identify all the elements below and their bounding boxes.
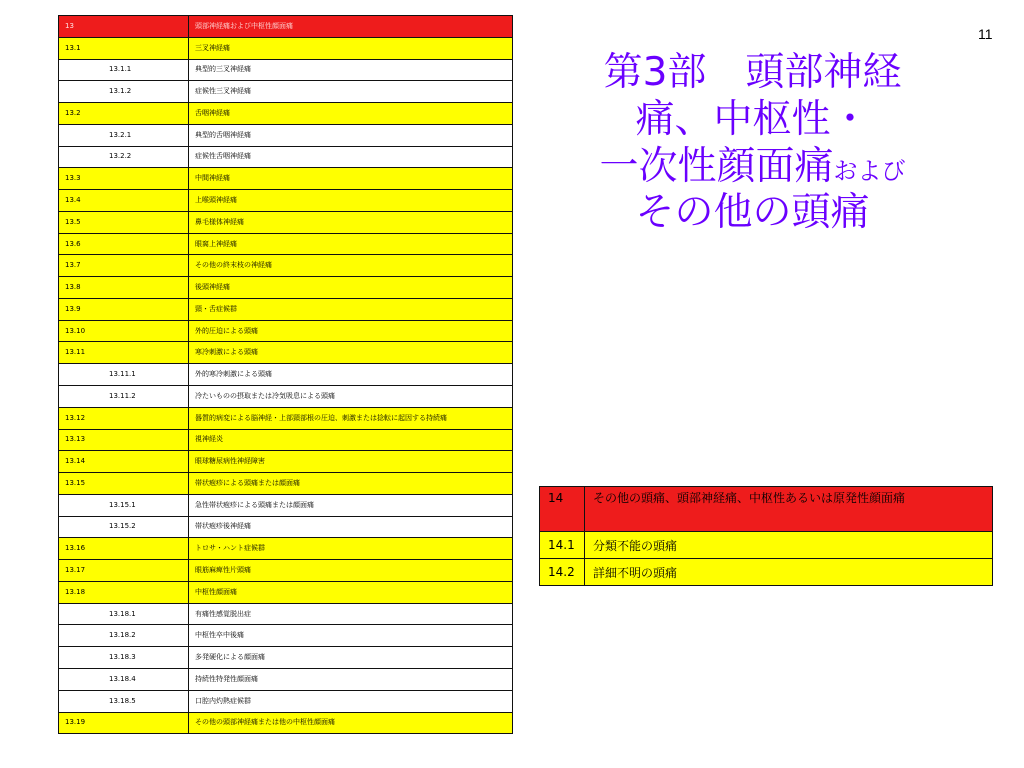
table-row — [59, 320, 513, 342]
code-cell: 13.2.2 — [59, 146, 189, 168]
code-cell: 13.2.1 — [59, 124, 189, 146]
name-cell: 詳細不明の頭痛 — [585, 559, 993, 586]
name-cell: 後頭神経痛 — [189, 277, 513, 299]
name-cell: 外的寒冷刺激による頭痛 — [189, 364, 513, 386]
title-line-3-small: および — [833, 156, 906, 185]
table-row — [59, 364, 513, 386]
code-cell: 13.12 — [59, 407, 189, 429]
name-cell: 中枢性顔面痛 — [189, 581, 513, 603]
name-cell: 冷たいものの摂取または冷気吸息による頭痛 — [189, 386, 513, 408]
table-row — [59, 625, 513, 647]
table-row — [59, 407, 513, 429]
code-cell: 14.2 — [540, 559, 585, 586]
name-cell: 眼球糖尿病性神経障害 — [189, 451, 513, 473]
code-cell: 13.17 — [59, 560, 189, 582]
code-cell: 13.11 — [59, 342, 189, 364]
name-cell: 典型的三叉神経痛 — [189, 59, 513, 81]
code-cell: 13.16 — [59, 538, 189, 560]
code-cell: 13.15.2 — [59, 516, 189, 538]
code-cell: 13.11.1 — [59, 364, 189, 386]
table-row — [59, 59, 513, 81]
name-cell: 持続性特発性顔面痛 — [189, 668, 513, 690]
table-row — [59, 473, 513, 495]
table-row — [59, 233, 513, 255]
table-row — [59, 255, 513, 277]
name-cell: 口腔内灼熱症候群 — [189, 690, 513, 712]
table-row — [59, 277, 513, 299]
table-row — [59, 668, 513, 690]
classification-table-14 — [539, 486, 993, 586]
name-cell: 上喉頭神経痛 — [189, 190, 513, 212]
name-cell: 典型的舌咽神経痛 — [189, 124, 513, 146]
table-row — [59, 124, 513, 146]
code-cell: 13.18 — [59, 581, 189, 603]
name-cell: 急性帯状疱疹による頭痛または顔面痛 — [189, 494, 513, 516]
classification-table-13 — [58, 15, 513, 734]
name-cell: その他の終末枝の神経痛 — [189, 255, 513, 277]
table-row — [59, 560, 513, 582]
code-cell: 13.7 — [59, 255, 189, 277]
name-cell: 舌咽神経痛 — [189, 103, 513, 125]
code-cell: 13.1.2 — [59, 81, 189, 103]
name-cell: その他の頭部神経痛または他の中枢性顔面痛 — [189, 712, 513, 734]
name-cell: 多発硬化による顔面痛 — [189, 647, 513, 669]
code-cell: 13.1 — [59, 37, 189, 59]
table-row — [59, 494, 513, 516]
title-line-3 — [545, 144, 960, 191]
table-row — [59, 16, 513, 38]
table-row — [59, 81, 513, 103]
table-row — [59, 342, 513, 364]
table-row — [59, 516, 513, 538]
code-cell: 13.5 — [59, 211, 189, 233]
slide-title — [545, 50, 960, 237]
page-number: 11 — [978, 26, 993, 42]
code-cell: 13.4 — [59, 190, 189, 212]
table-row — [59, 581, 513, 603]
name-cell: 中間神経痛 — [189, 168, 513, 190]
code-cell: 13 — [59, 16, 189, 38]
table-row — [59, 690, 513, 712]
table-row — [59, 429, 513, 451]
code-cell: 13.18.4 — [59, 668, 189, 690]
code-cell: 13.18.5 — [59, 690, 189, 712]
code-cell: 13.8 — [59, 277, 189, 299]
code-cell: 13.15 — [59, 473, 189, 495]
title-line-2: 痛、中枢性・ — [635, 96, 870, 142]
name-cell: 分類不能の頭痛 — [585, 532, 993, 559]
name-cell: 器質的病変による脳神経・上部頸部根の圧迫、刺激または捻転に起因する持続痛 — [189, 407, 513, 429]
table-row — [59, 603, 513, 625]
name-cell: その他の頭痛、頭部神経痛、中枢性あるいは原発性顔面痛 — [585, 487, 993, 532]
table-row — [540, 559, 993, 586]
code-cell: 13.19 — [59, 712, 189, 734]
code-cell: 13.10 — [59, 320, 189, 342]
name-cell: 眼窩上神経痛 — [189, 233, 513, 255]
table-row — [59, 168, 513, 190]
name-cell: 帯状疱疹による頭痛または顔面痛 — [189, 473, 513, 495]
table-row — [59, 211, 513, 233]
name-cell: 中枢性卒中後痛 — [189, 625, 513, 647]
name-cell: 視神経炎 — [189, 429, 513, 451]
table-row — [540, 532, 993, 559]
code-cell: 13.18.2 — [59, 625, 189, 647]
name-cell: 症候性舌咽神経痛 — [189, 146, 513, 168]
name-cell: 外的圧迫による頭痛 — [189, 320, 513, 342]
table-row — [59, 538, 513, 560]
name-cell: 寒冷刺激による頭痛 — [189, 342, 513, 364]
code-cell: 13.14 — [59, 451, 189, 473]
name-cell: 頸・舌症候群 — [189, 298, 513, 320]
title-line-1: 第3部 頭部神経 — [603, 50, 902, 95]
code-cell: 14.1 — [540, 532, 585, 559]
name-cell: 頭部神経痛および中枢性顔面痛 — [189, 16, 513, 38]
table-row — [59, 190, 513, 212]
name-cell: 帯状疱疹後神経痛 — [189, 516, 513, 538]
name-cell: 鼻毛様体神経痛 — [189, 211, 513, 233]
table-row — [59, 298, 513, 320]
code-cell: 14 — [540, 487, 585, 532]
name-cell: 症候性三叉神経痛 — [189, 81, 513, 103]
table-row — [59, 386, 513, 408]
code-cell: 13.15.1 — [59, 494, 189, 516]
name-cell: 有痛性感覚脱出症 — [189, 603, 513, 625]
table-row — [59, 146, 513, 168]
code-cell: 13.2 — [59, 103, 189, 125]
code-cell: 13.9 — [59, 298, 189, 320]
code-cell: 13.13 — [59, 429, 189, 451]
name-cell: トロサ・ハント症候群 — [189, 538, 513, 560]
code-cell: 13.1.1 — [59, 59, 189, 81]
code-cell: 13.3 — [59, 168, 189, 190]
table-row — [59, 712, 513, 734]
name-cell: 眼筋麻痺性片頭痛 — [189, 560, 513, 582]
table-row — [59, 37, 513, 59]
table-row — [59, 103, 513, 125]
code-cell: 13.6 — [59, 233, 189, 255]
title-line-4: その他の頭痛 — [635, 190, 870, 236]
table-row — [59, 647, 513, 669]
name-cell: 三叉神経痛 — [189, 37, 513, 59]
table-row — [540, 487, 993, 532]
code-cell: 13.18.3 — [59, 647, 189, 669]
code-cell: 13.11.2 — [59, 386, 189, 408]
title-line-3-main: 一次性顔面痛 — [599, 143, 834, 189]
table-row — [59, 451, 513, 473]
code-cell: 13.18.1 — [59, 603, 189, 625]
